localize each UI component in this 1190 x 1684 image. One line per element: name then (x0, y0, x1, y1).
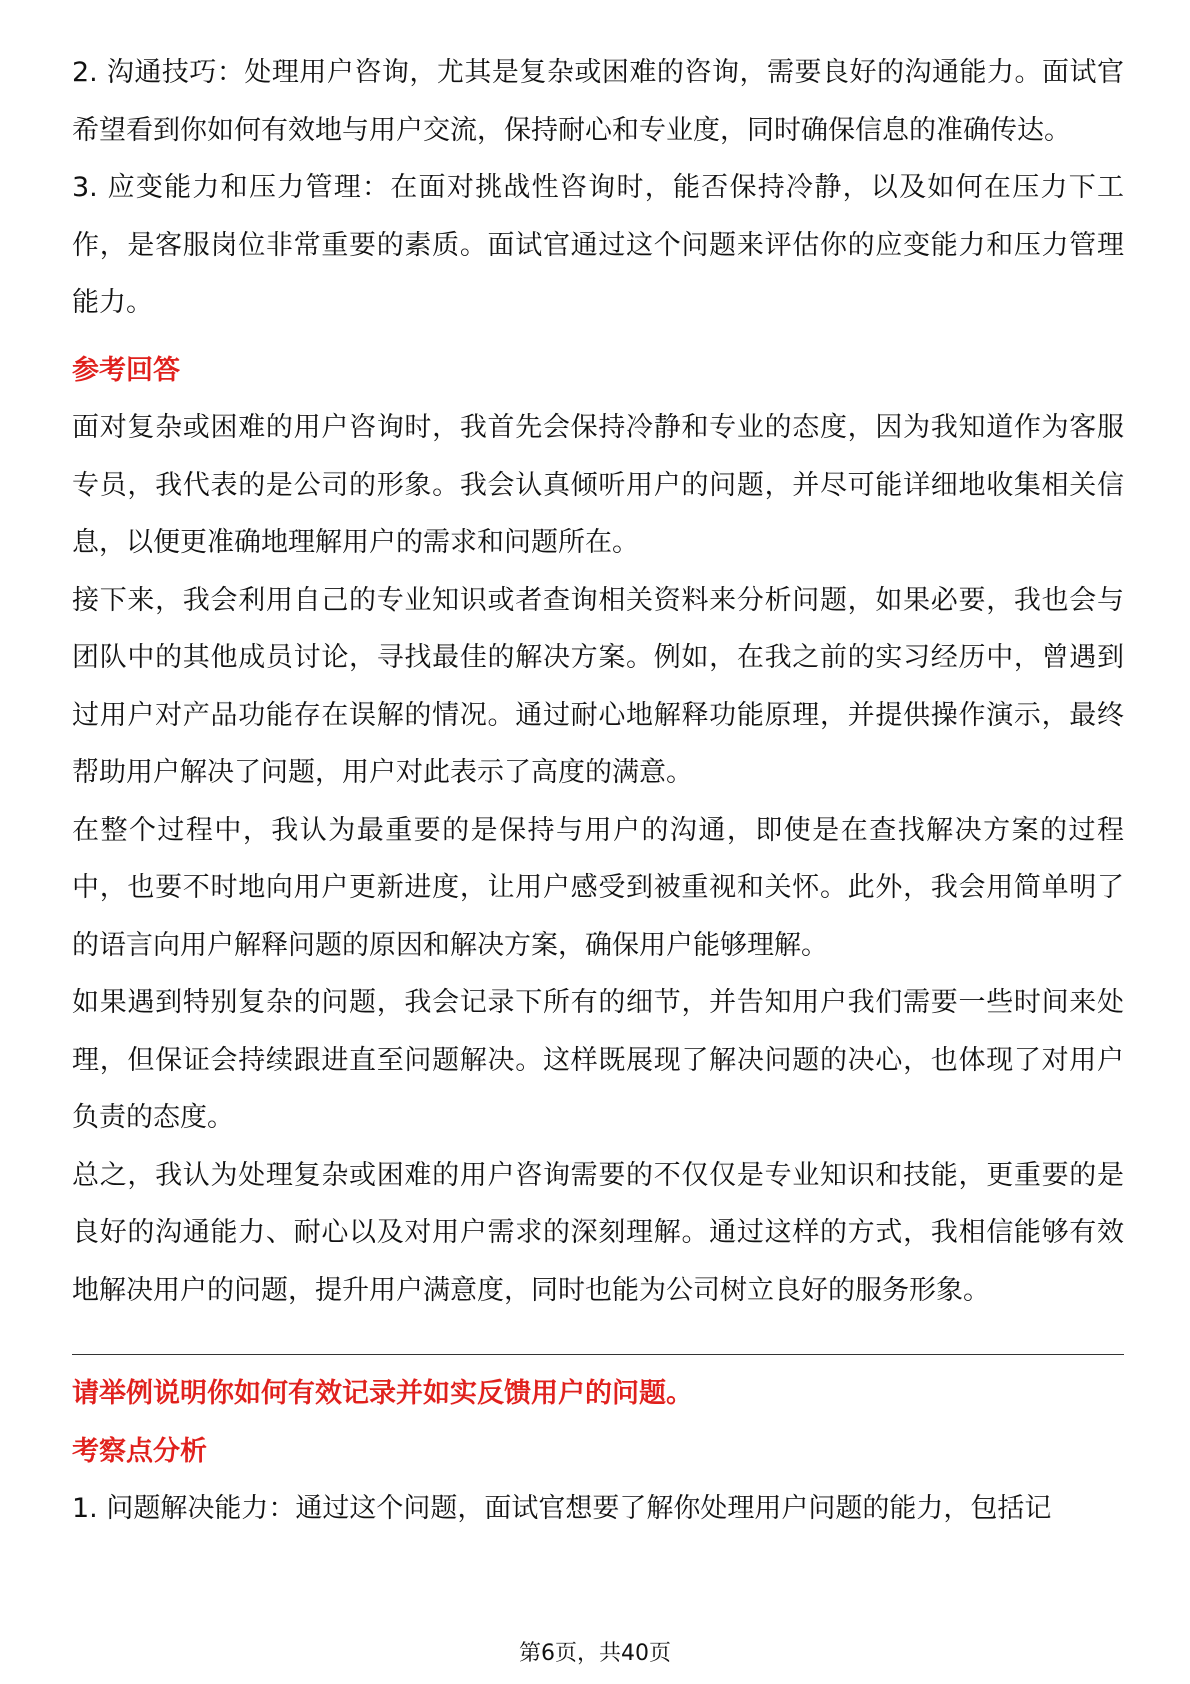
document-page (72, 44, 1124, 1538)
section-divider (72, 1354, 1124, 1355)
answer-paragraph-5: 总之，我认为处理复杂或困难的用户咨询需要的不仅仅是专业知识和技能，更重要的是良好的沟通能力、耐心以及对用户需求的深刻理解。通过这样的方式，我相信能够有效地解决用户的问题，提升用户满意度，同时也能为公司树立良好的服务形象。 (72, 1159, 1124, 1306)
analysis-point-1: 1. 问题解决能力：通过这个问题，面试官想要了解你处理用户问题的能力，包括记 (72, 1493, 1052, 1524)
page-number-footer: 第6页，共40页 (519, 1641, 671, 1666)
reference-answer-heading: 参考回答 (72, 354, 180, 386)
point-adaptability-stress: 3. 应变能力和压力管理：在面对挑战性咨询时，能否保持冷静，以及如何在压力下工作，是客服岗位非常重要的素质。面试官通过这个问题来评估你的应变能力和压力管理能力。 (72, 172, 1124, 318)
answer-paragraph-3: 在整个过程中，我认为最重要的是保持与用户的沟通，即使是在查找解决方案的过程中，也要不时地向用户更新进度，让用户感受到被重视和关怀。此外，我会用简单明了的语言向用户解释问题的原因和解决方案，确保用户能够理解。 (72, 814, 1124, 961)
analysis-heading: 考察点分析 (72, 1435, 207, 1467)
answer-paragraph-4: 如果遇到特别复杂的问题，我会记录下所有的细节，并告知用户我们需要一些时间来处理，但保证会持续跟进直至问题解决。这样既展现了解决问题的决心，也体现了对用户负责的态度。 (72, 987, 1124, 1133)
point-communication-skills: 2. 沟通技巧：处理用户咨询，尤其是复杂或困难的咨询，需要良好的沟通能力。面试官希望看到你如何有效地与用户交流，保持耐心和专业度，同时确保信息的准确传达。 (72, 57, 1124, 146)
answer-paragraph-1: 面对复杂或困难的用户咨询时，我首先会保持冷静和专业的态度，因为我知道作为客服专员，我代表的是公司的形象。我会认真倾听用户的问题，并尽可能详细地收集相关信息，以便更准确地理解用户的需求和问题所在。 (72, 412, 1124, 558)
question-title: 请举例说明你如何有效记录并如实反馈用户的问题。 (72, 1378, 693, 1409)
answer-paragraph-2: 接下来，我会利用自己的专业知识或者查询相关资料来分析问题，如果必要，我也会与团队中的其他成员讨论，寻找最佳的解决方案。例如，在我之前的实习经历中，曾遇到过用户对产品功能存在误解的情况。通过耐心地解释功能原理，并提供操作演示，最终帮助用户解决了问题，用户对此表示了高度的满意。 (72, 584, 1124, 788)
